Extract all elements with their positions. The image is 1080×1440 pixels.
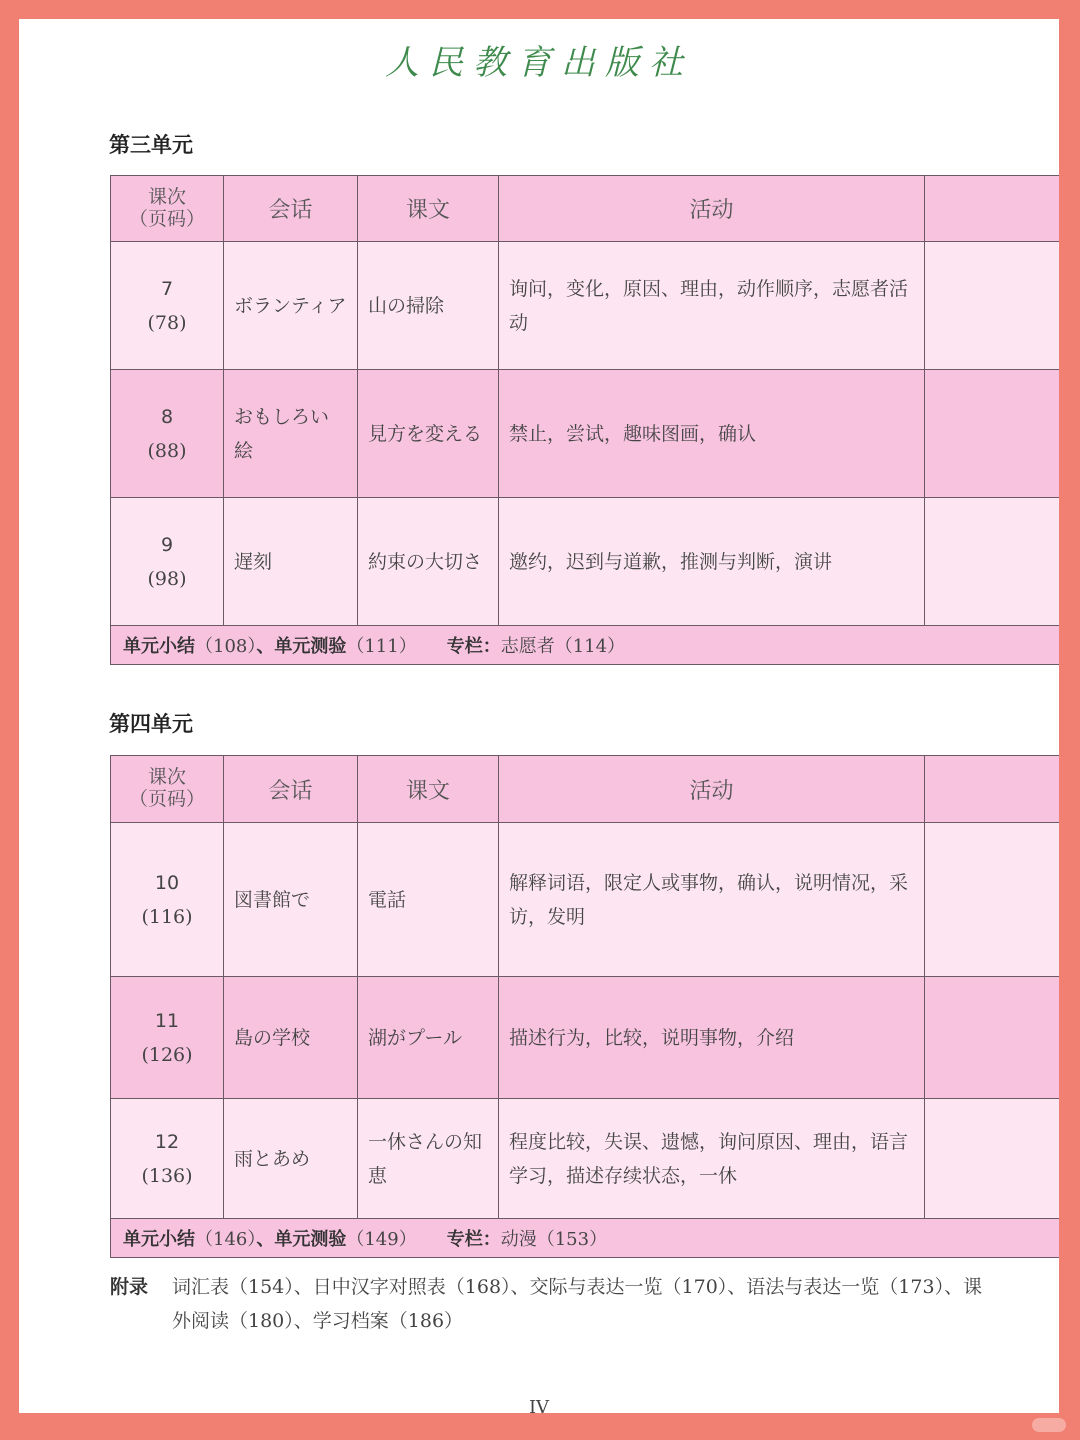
header-lesson-line1: 课次 — [147, 766, 186, 789]
header-lesson-line2: （页码） — [128, 788, 205, 810]
table-row — [111, 242, 1060, 370]
text-cell: 約束の大切さ — [358, 498, 499, 626]
header-extra — [925, 756, 1060, 823]
header-lesson — [111, 756, 224, 823]
activity-cell: 询问，变化，原因、理由，动作顺序，志愿者活动 — [499, 242, 925, 370]
unit-title: 第三单元 — [109, 133, 193, 157]
text-cell: 湖がプール — [358, 977, 499, 1099]
lesson-cell — [111, 498, 224, 626]
column-label: 专栏： — [446, 636, 501, 657]
table-row — [111, 823, 1060, 977]
unit-table — [110, 755, 1059, 1258]
lesson-number: 11 — [154, 1009, 180, 1032]
column-label: 专栏： — [446, 1229, 501, 1250]
activity-cell: 程度比较，失误、遗憾，询问原因、理由，语言学习，描述存续状态，一休 — [499, 1099, 925, 1219]
extra-cell — [925, 498, 1060, 626]
appendix-text: 词汇表（154）、日中汉字对照表（168）、交际与表达一览（170）、语法与表达一览（173）、课外阅读（180）、学习档案（186） — [172, 1276, 983, 1332]
unit-summary — [111, 1219, 1060, 1258]
lesson-number: 7 — [160, 277, 174, 300]
text-cell: 山の掃除 — [358, 242, 499, 370]
summary-label: 单元小结 — [123, 636, 195, 657]
conversation-cell: 図書館で — [224, 823, 358, 977]
lesson-cell — [111, 370, 224, 498]
activity-cell: 解释词语，限定人或事物，确认，说明情况，采访，发明 — [499, 823, 925, 977]
lesson-page: (136) — [141, 1164, 193, 1187]
lesson-cell — [111, 1099, 224, 1219]
table-header-row — [111, 756, 1060, 823]
header-lesson-line2: （页码） — [128, 207, 205, 230]
test-label: 单元测验 — [274, 636, 347, 657]
header-activity: 活动 — [499, 176, 925, 242]
column-value: 动漫（153） — [500, 1229, 608, 1250]
test-label: 单元测验 — [274, 1229, 347, 1250]
header-activity: 活动 — [499, 756, 925, 823]
lesson-number: 12 — [154, 1130, 180, 1153]
lesson-page: (126) — [141, 1043, 193, 1066]
header-conversation: 会话 — [224, 176, 358, 242]
summary-separator: 、 — [256, 636, 275, 657]
activity-cell: 描述行为，比较，说明事物，介绍 — [499, 977, 925, 1099]
table-header-row — [111, 176, 1060, 242]
extra-cell — [925, 1099, 1060, 1219]
extra-cell — [925, 370, 1060, 498]
appendix-label: 附录 — [110, 1276, 149, 1298]
page-number: IV — [528, 1397, 550, 1413]
unit-summary — [111, 626, 1060, 665]
column-value: 志愿者（114） — [500, 636, 626, 657]
extra-cell — [925, 242, 1060, 370]
summary-separator: 、 — [256, 1229, 275, 1250]
header-lesson — [111, 176, 224, 242]
document-page — [19, 19, 1059, 1413]
test-page: （149） — [346, 1229, 417, 1250]
conversation-cell: ボランティア — [224, 242, 358, 370]
extra-cell — [925, 977, 1060, 1099]
test-page: （111） — [346, 636, 417, 657]
summary-label: 单元小结 — [123, 1229, 195, 1250]
activity-cell: 邀约，迟到与道歉，推测与判断，演讲 — [499, 498, 925, 626]
table-row — [111, 1099, 1060, 1219]
lesson-page: (88) — [147, 439, 187, 462]
header-extra — [925, 176, 1060, 242]
appendix — [110, 1270, 990, 1338]
publisher-logo: 人民教育出版社 — [385, 43, 693, 83]
lesson-cell — [111, 977, 224, 1099]
activity-cell: 禁止，尝试，趣味图画，确认 — [499, 370, 925, 498]
conversation-cell: おもしろい絵 — [224, 370, 358, 498]
unit-title: 第四单元 — [109, 712, 193, 736]
lesson-page: (78) — [147, 311, 187, 334]
lesson-number: 9 — [160, 533, 174, 556]
watermark-badge — [1032, 1418, 1066, 1432]
lesson-number: 10 — [154, 871, 180, 894]
table-row — [111, 498, 1060, 626]
conversation-cell: 島の学校 — [224, 977, 358, 1099]
extra-cell — [925, 823, 1060, 977]
unit-summary-row — [111, 626, 1060, 665]
unit-table — [110, 175, 1059, 665]
summary-page: （146） — [195, 1229, 257, 1250]
text-cell: 見方を変える — [358, 370, 499, 498]
lesson-number: 8 — [160, 405, 174, 428]
conversation-cell: 遅刻 — [224, 498, 358, 626]
unit-summary-row — [111, 1219, 1060, 1258]
text-cell: 一休さんの知恵 — [358, 1099, 499, 1219]
text-cell: 電話 — [358, 823, 499, 977]
table-row — [111, 370, 1060, 498]
header-conversation: 会话 — [224, 756, 358, 823]
lesson-cell — [111, 823, 224, 977]
lesson-page: (98) — [147, 567, 187, 590]
header-lesson-line1: 课次 — [147, 185, 186, 208]
table-row — [111, 977, 1060, 1099]
summary-page: （108） — [195, 636, 257, 657]
header-text: 课文 — [358, 756, 499, 823]
conversation-cell: 雨とあめ — [224, 1099, 358, 1219]
lesson-cell — [111, 242, 224, 370]
lesson-page: (116) — [141, 905, 193, 928]
header-text: 课文 — [358, 176, 499, 242]
